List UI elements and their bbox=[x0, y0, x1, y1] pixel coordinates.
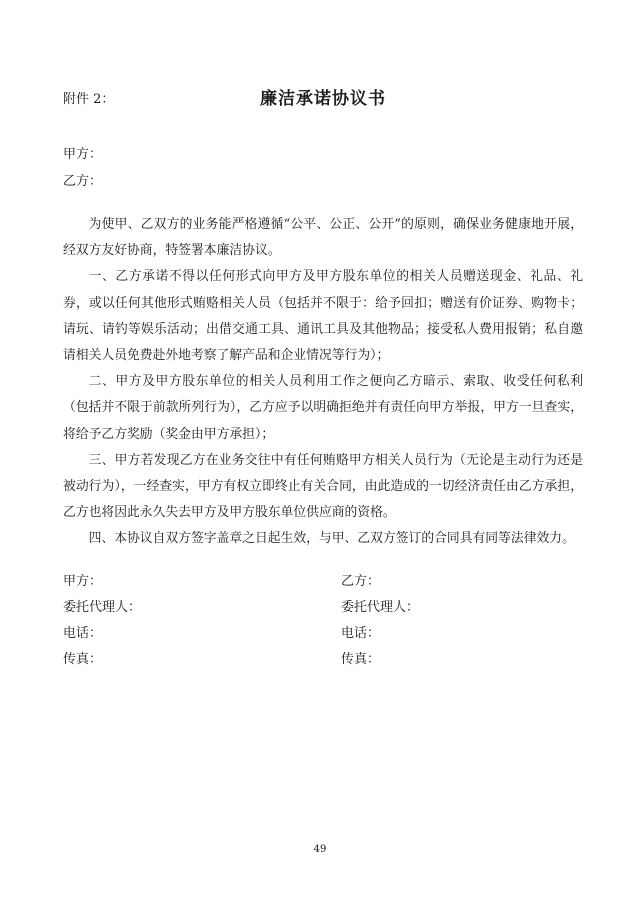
clause-1: 一、乙方承诺不得以任何形式向甲方及甲方股东单位的相关人员赠送现金、礼品、礼券，或以任何其他形式贿赂相关人员（包括并不限于：给予回扣；赠送有价证券、购物卡；请玩、请钓等娱乐活动；出借交通工具、通讯工具及其他物品；接受私人费用报销；私自邀请相关人员免费赴外地考察了解产品和企业情况等行为）； bbox=[63, 269, 583, 364]
clause-3: 三、甲方若发现乙方在业务交往中有任何贿赂甲方相关人员行为（无论是主动行为还是被动行为），一经查实，甲方有权立即终止有关合同，由此造成的一切经济责任由乙方承担，乙方也将因此永久失去甲方及甲方股东单位供应商的资格。 bbox=[63, 452, 583, 521]
agreement-body bbox=[63, 212, 583, 553]
sign-agent-a: 委托代理人： bbox=[63, 600, 142, 615]
clause-4: 四、本协议自双方签字盖章之日起生效，与甲、乙双方签订的合同具有同等法律效力。 bbox=[88, 531, 575, 547]
party-a-header: 甲方： bbox=[63, 147, 103, 162]
attachment-label: 附件 2： bbox=[63, 92, 115, 107]
sign-party-b: 乙方： bbox=[341, 574, 381, 589]
sign-fax-a: 传真： bbox=[63, 652, 103, 667]
sign-agent-b: 委托代理人： bbox=[341, 600, 420, 615]
sign-phone-b: 电话： bbox=[341, 626, 381, 641]
sign-party-a: 甲方： bbox=[63, 574, 103, 589]
document-title: 廉洁承诺协议书 bbox=[260, 89, 386, 109]
clause-2: 二、甲方及甲方股东单位的相关人员利用工作之便向乙方暗示、索取、收受任何私利（包括并不限于前款所列行为），乙方应予以明确拒绝并有责任向甲方举报，甲方一旦查实，将给予乙方奖励（奖金由甲方承担）； bbox=[63, 374, 583, 442]
intro-paragraph: 为使甲、乙双方的业务能严格遵循“公平、公正、公开”的原则，确保业务健康地开展，经双方友好协商，特签署本廉洁协议。 bbox=[63, 217, 583, 259]
party-b-header: 乙方： bbox=[63, 174, 103, 189]
sign-fax-b: 传真： bbox=[341, 652, 381, 667]
sign-phone-a: 电话： bbox=[63, 626, 103, 641]
page-number: 49 bbox=[313, 844, 327, 855]
